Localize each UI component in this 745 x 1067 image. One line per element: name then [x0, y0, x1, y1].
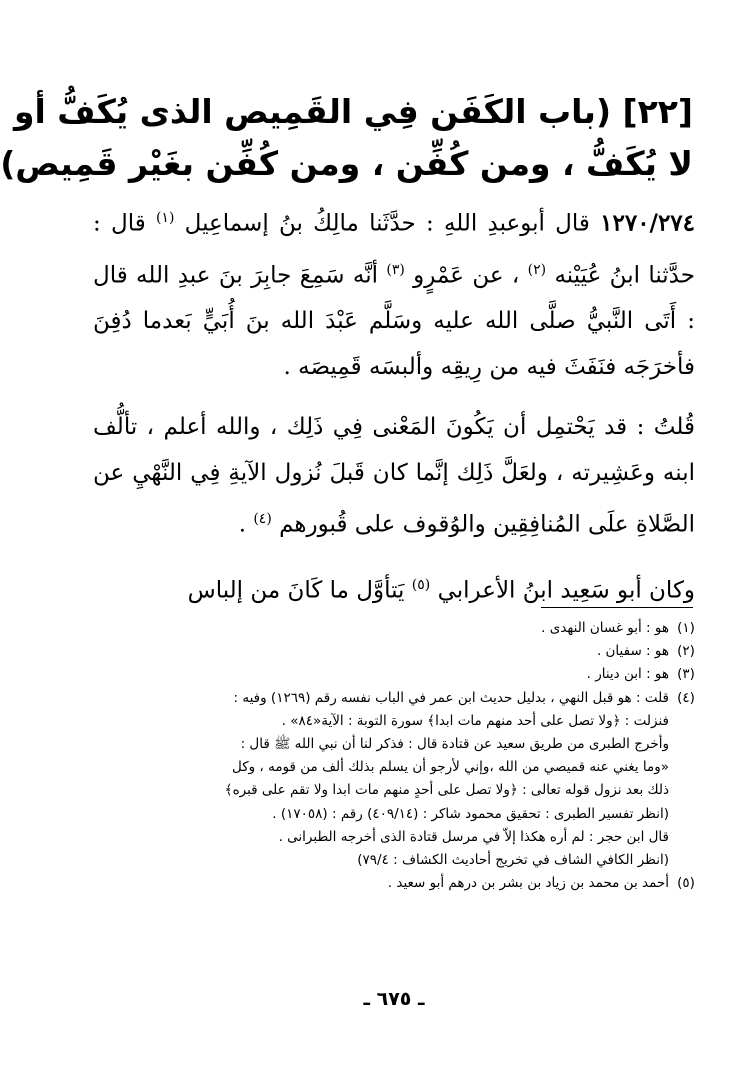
footnote-5: [95, 872, 703, 895]
commentary-end: .: [238, 511, 247, 538]
commentary-text: قُلتُ : قد يَحْتمِل أن يَكُونَ المَعْنى فِي ذَلِك ، والله أعلم ، تألُّف ابنه وعَشِيرته ، ولعَلَّ ذَلِك إنَّما كان قَبلَ نُزول الآيةِ فِي النَّهْيِ عن الصَّلاةِ علَى المُنافِقِين والوُقوف على قُبورهم: [93, 414, 695, 538]
footnote-body: [95, 872, 669, 895]
footnote-number: (٢): [677, 643, 695, 660]
hadith-intro: قال أبوعبدِ اللهِ : حدَّثَنا مالِكُ بنُ إسماعِيل: [184, 210, 590, 237]
footnote-line: فنزلت : ﴿ولا تصل على أحد منهم مات ابدا﴾ سورة التوبة : الآية«٨٤» .: [281, 712, 669, 729]
footnote-ref-1[interactable]: (١): [155, 210, 175, 226]
footnote-line: ذلك بعد نزول قوله تعالى : ﴿ولا تصل على أحدٍ منهم مات ابدا ولا تقم على قبره﴾: [224, 782, 669, 799]
footnote-line: (انظر الكافي الشاف في تخريج أحاديث الكشاف : ٧٩/٤): [357, 852, 669, 869]
footnote-body: [95, 663, 669, 686]
chapter-title: [0, 86, 693, 190]
footnote-2: [95, 640, 703, 663]
footnote-line: وأخرج الطبرى من طريق سعيد عن قتادة قال : فذكر لنا أن نبي الله ﷺ قال :: [240, 736, 669, 753]
footnote-ref-3[interactable]: (٣): [386, 261, 405, 278]
footnote-ref-5[interactable]: (٥): [411, 576, 431, 593]
footnotes: [95, 617, 703, 895]
footnote-3: [95, 663, 703, 686]
chapter-title-line-2: لا يُكَفُّ ، ومن كُفِّن ، ومن كُفِّن بغَيْر قَمِيص): [0, 144, 693, 183]
footnote-number: (٣): [677, 666, 695, 683]
chapter-title-line-1: [٢٢] (باب الكَفَن فِي القَمِيص الذى يُكَفُّ أو: [13, 92, 693, 131]
footnote-4: [95, 687, 703, 873]
hadith-text-3: ، عن عَمْرٍو: [413, 262, 520, 289]
page-number: ـ ٦٧٥ ـ: [363, 988, 425, 1010]
footnote-divider: [541, 607, 693, 608]
hadith-text-2: قال : حدَّثنا ابنُ عُيَيْنه: [93, 210, 695, 289]
footnote-line: (انظر تفسير الطبرى : تحقيق محمود شاكر : (٤٠٩/١٤) رقم : (١٧٠٥٨) .: [272, 805, 669, 822]
main-text: [93, 195, 695, 614]
footnote-ref-2[interactable]: (٢): [527, 261, 547, 278]
footnote-line: قلت : هو قبل النهي ، بدليل حديث ابن عمر في الباب نفسه رقم (١٢٦٩) وفيه :: [233, 689, 669, 706]
footnote-line: أحمد بن محمد بن زياد بن بشر بن درهم أبو سعيد .: [387, 875, 669, 892]
footnote-ref-4[interactable]: (٤): [253, 511, 272, 528]
footnote-line: هو : سفيان .: [596, 643, 669, 660]
hadith-text-4: أنَّه سَمِعَ جابِرَ بنَ عبدِ الله قال : أَتَى النَّبيُّ صلَّى الله عليه وسَلَّم عَبْدَ الله بنَ أُبَيٍّ بَعدما دُفِنَ فأخرَجَه فنَفَثَ فيه من رِيقِه وألبسَه قَمِيصَه .: [93, 262, 695, 381]
hadith-paragraph: [93, 195, 695, 390]
footnote-body: [95, 687, 669, 873]
footnote-number: (١): [677, 620, 695, 636]
footnote-1: [95, 617, 703, 640]
continuation-text-1: وكان أبو سَعِيد ابنُ الأعرابي: [437, 577, 695, 604]
commentary-paragraph: [93, 404, 695, 548]
hadith-number: ١٢٧٠/٢٧٤: [600, 209, 696, 237]
footnote-line: هو : ابن دينار .: [586, 666, 669, 683]
continuation-text-2: يَتأوَّل ما كَانَ من إلباس: [187, 577, 405, 604]
continuation-paragraph: [93, 562, 695, 614]
footnote-body: [95, 640, 669, 663]
footnote-number: (٥): [677, 875, 695, 892]
footnote-line: «وما يغني عنه قميصي من الله ،وإني لأرجو أن يسلم بذلك ألف من قومه ، وكل: [231, 759, 669, 776]
footnote-number: (٤): [677, 689, 695, 706]
footnote-line: هو : أبو غسان النهدى .: [541, 620, 669, 636]
footnote-line: قال ابن حجر : لم أره هكذا إلاّ في مرسل قتادة الذى أخرجه الطبرانى .: [278, 828, 669, 845]
footnote-body: [95, 617, 669, 640]
